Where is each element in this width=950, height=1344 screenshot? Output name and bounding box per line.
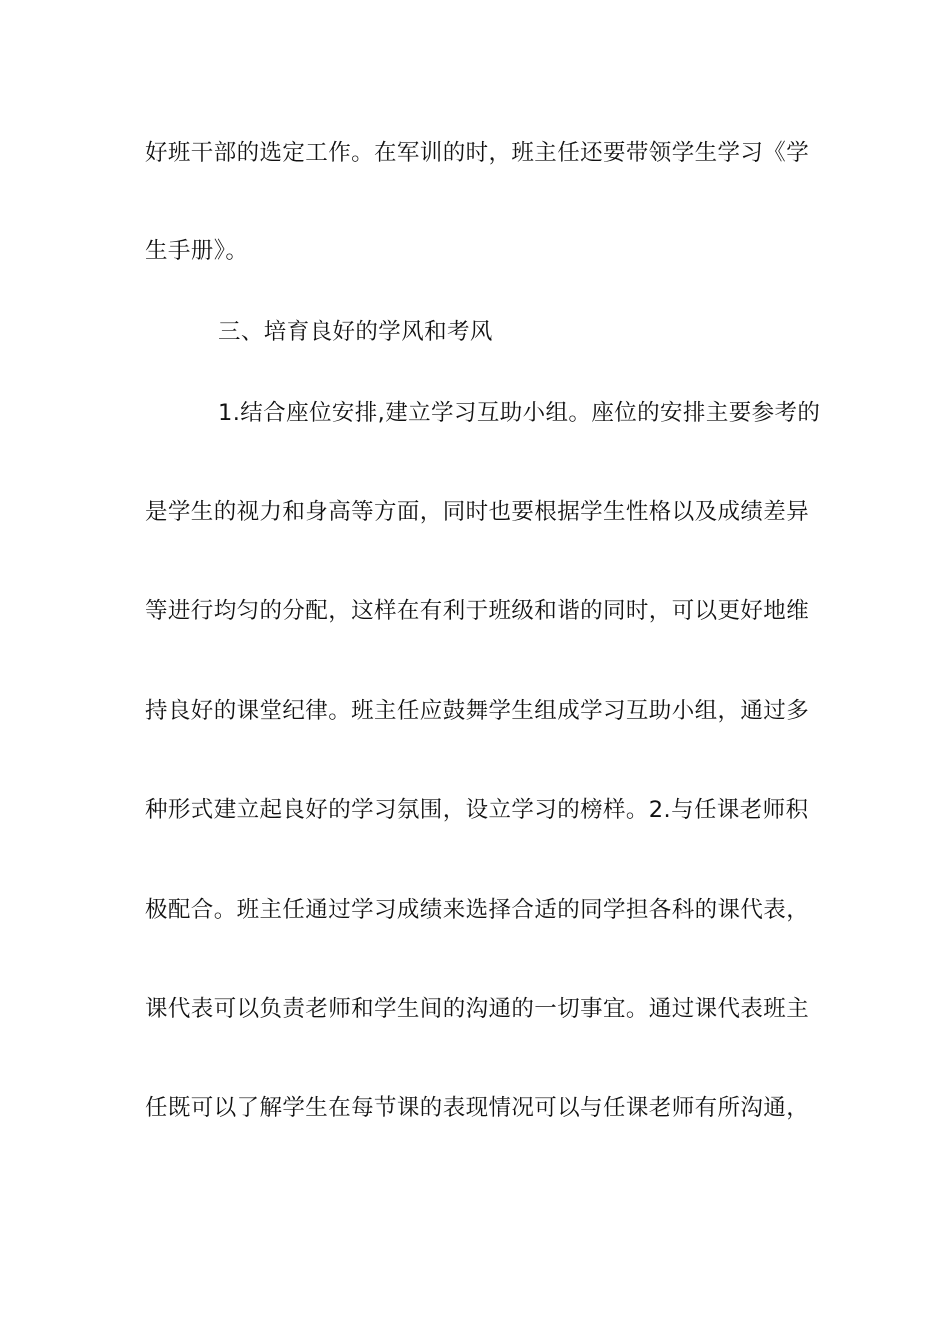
paragraph-line: 是学生的视力和身高等方面，同时也要根据学生性格以及成绩差异 [145, 499, 810, 525]
paragraph-line: 生手册》。 [145, 238, 249, 264]
section-heading: 三、培育良好的学风和考风 [218, 319, 493, 345]
paragraph-line: 等进行均匀的分配，这样在有利于班级和谐的同时，可以更好地维 [145, 598, 810, 624]
paragraph-line: 种形式建立起良好的学习氛围，设立学习的榜样。2.与任课老师积 [145, 797, 809, 823]
paragraph-line: 1.结合座位安排,建立学习互助小组。座位的安排主要参考的 [218, 400, 821, 426]
paragraph-line: 持良好的课堂纪律。班主任应鼓舞学生组成学习互助小组，通过多 [145, 698, 810, 724]
paragraph-line: 课代表可以负责老师和学生间的沟通的一切事宜。通过课代表班主 [145, 996, 810, 1022]
paragraph-line: 极配合。班主任通过学习成绩来选择合适的同学担各科的课代表， [145, 897, 810, 923]
paragraph-line: 好班干部的选定工作。在军训的时，班主任还要带领学生学习《学 [145, 140, 810, 166]
paragraph-line: 任既可以了解学生在每节课的表现情况可以与任课老师有所沟通， [145, 1095, 810, 1121]
